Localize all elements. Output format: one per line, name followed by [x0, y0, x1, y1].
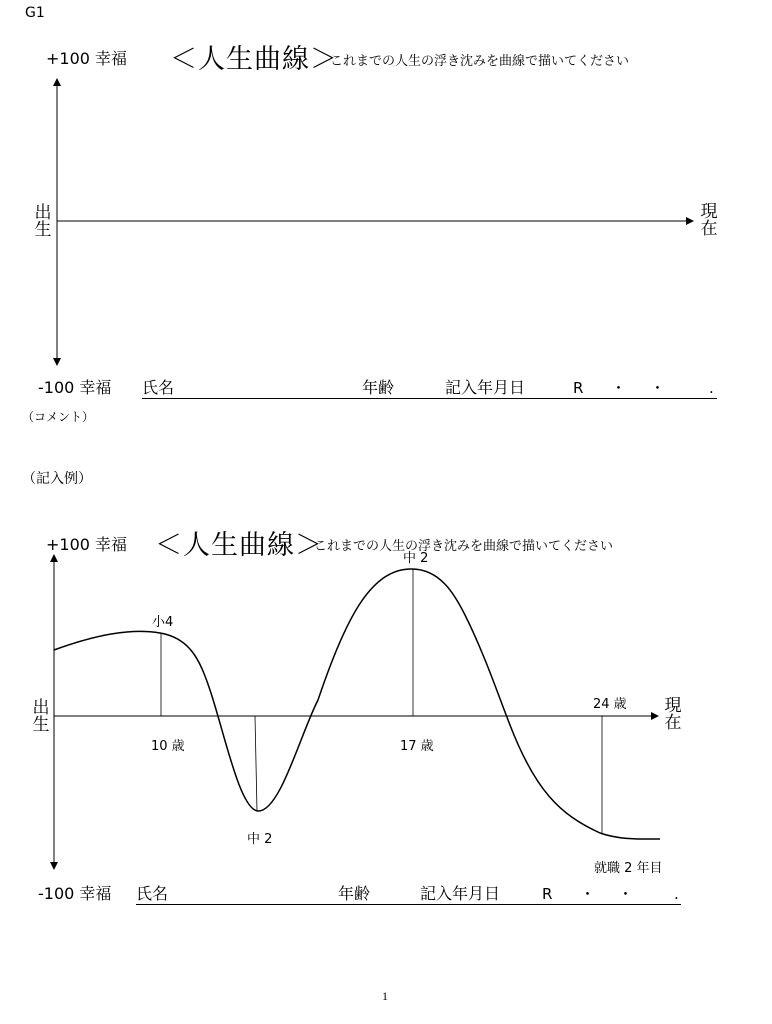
example-life-curve: [54, 569, 660, 839]
page-label: G1: [25, 5, 45, 21]
example-date-label: 記入年月日: [420, 884, 501, 903]
example-age-label: 年齢: [338, 884, 371, 903]
date-dot-2: ・: [650, 379, 666, 397]
example-label: （記入例）: [22, 471, 92, 487]
example-scale-bottom-label: -100 幸福: [38, 884, 112, 903]
example-date-end-period: .: [674, 885, 679, 903]
comment-label: （コメント）: [22, 410, 95, 424]
era-label: R: [573, 379, 584, 397]
right-axis-label: 現在: [700, 202, 718, 239]
scale-top-label: +100 幸福: [46, 49, 128, 68]
chart-title-sub: これまでの人生の浮き沈みを曲線で描いてください: [330, 54, 630, 69]
example-title-sub: これまでの人生の浮き沈みを曲線で描いてください: [314, 539, 614, 554]
annotation-peak2: 中 2: [403, 551, 429, 566]
example-form-underline: [136, 904, 681, 905]
example-date-dot-1: ・: [580, 885, 596, 903]
example-scale-top-label: +100 幸福: [46, 535, 128, 554]
page-number: 1: [382, 989, 388, 1003]
dropline-trough: [255, 716, 257, 811]
date-end-period: .: [709, 379, 714, 397]
example-title-main: ＜人生曲線＞: [155, 530, 323, 561]
date-dot-1: ・: [611, 379, 627, 397]
example-left-axis-label: 出生: [32, 698, 50, 735]
annotation-job: 就職 2 年目: [594, 861, 663, 876]
annotation-age-10: 10 歳: [151, 739, 185, 754]
annotation-age-24: 24 歳: [593, 697, 627, 712]
name-label: 氏名: [142, 378, 175, 397]
age-label: 年齢: [362, 378, 395, 397]
left-axis-label: 出生: [34, 203, 52, 240]
annotation-peak1: 小4: [152, 615, 174, 630]
scale-bottom-label: -100 幸福: [38, 378, 112, 397]
annotation-trough: 中 2: [247, 832, 273, 847]
example-right-axis-label: 現在: [664, 696, 682, 733]
date-label: 記入年月日: [445, 378, 526, 397]
example-name-label: 氏名: [136, 884, 169, 903]
chart-title-main: ＜人生曲線＞: [170, 44, 338, 75]
example-era-label: R: [542, 885, 553, 903]
example-date-dot-2: ・: [618, 885, 634, 903]
annotation-age-17: 17 歳: [400, 739, 434, 754]
